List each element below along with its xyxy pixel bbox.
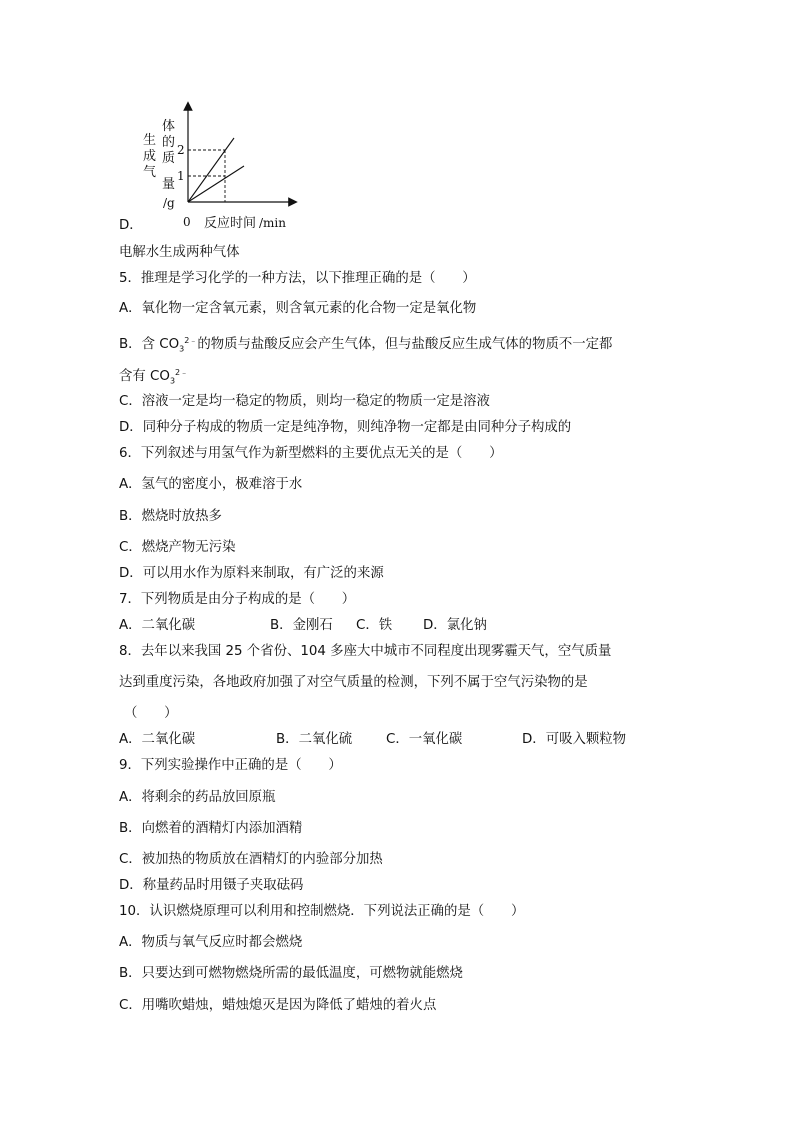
y-char-3: 质 bbox=[162, 151, 176, 166]
y-left-char-3: 气 bbox=[143, 165, 157, 180]
q7-option-a: A．二氧化碳 bbox=[119, 618, 196, 633]
y-left-char-2: 成 bbox=[143, 149, 157, 164]
q10-option-c: C．用嘴吹蜡烛，蜡烛熄灭是因为降低了蜡烛的着火点 bbox=[119, 998, 437, 1013]
y-unit: /g bbox=[163, 196, 175, 210]
q9-stem: 9．下列实验操作中正确的是（ ） bbox=[119, 758, 342, 773]
line-gas-1 bbox=[188, 166, 244, 202]
q6-stem: 6．下列叙述与用氢气作为新型燃料的主要优点无关的是（ ） bbox=[119, 446, 503, 461]
q6-option-c: C．燃烧产物无污染 bbox=[119, 540, 236, 555]
graph-caption: 电解水生成两种气体 bbox=[119, 245, 240, 260]
gas-mass-graph bbox=[138, 100, 318, 235]
q5-option-b-cont: 含有 $CO_3^{2﹣}$ bbox=[119, 368, 189, 386]
x-unit: /min bbox=[259, 216, 286, 230]
x-label: 反应时间 bbox=[204, 216, 257, 231]
q8-stem-line-2: 达到重度污染，各地政府加强了对空气质量的检测，下列不属于空气污染物的是 bbox=[119, 675, 588, 690]
y-char-4: 量 bbox=[162, 177, 176, 192]
q9-option-c: C．被加热的物质放在酒精灯的内验部分加热 bbox=[119, 852, 383, 867]
q10-option-a: A．物质与氧气反应时都会燃烧 bbox=[119, 935, 303, 950]
q5-option-d: D．同种分子构成的物质一定是纯净物，则纯净物一定都是由同种分子构成的 bbox=[119, 420, 572, 435]
q8-option-d: D．可吸入颗粒物 bbox=[522, 732, 627, 747]
y-char-2: 的 bbox=[162, 135, 176, 150]
q7-option-b: B．金刚石 bbox=[270, 618, 333, 633]
q9-option-a: A．将剩余的药品放回原瓶 bbox=[119, 790, 276, 805]
q6-option-b: B．燃烧时放热多 bbox=[119, 509, 222, 524]
q9-option-d: D．称量药品时用镊子夹取砝码 bbox=[119, 878, 304, 893]
q8-option-b: B．二氧化硫 bbox=[276, 732, 353, 747]
q5-option-a: A．氧化物一定含氧元素，则含氧元素的化合物一定是氧化物 bbox=[119, 301, 477, 316]
q5-stem: 5．推理是学习化学的一种方法，以下推理正确的是（ ） bbox=[119, 271, 476, 286]
origin-label: 0 bbox=[183, 215, 191, 229]
q8-option-c: C．一氧化碳 bbox=[386, 732, 463, 747]
q6-option-a: A．氢气的密度小，极难溶于水 bbox=[119, 477, 303, 492]
q10-stem: 10．认识燃烧原理可以利用和控制燃烧．下列说法正确的是（ ） bbox=[119, 904, 525, 919]
q8-stem-line-3: （ ） bbox=[124, 706, 178, 721]
tick-1: 1 bbox=[177, 169, 185, 183]
q6-option-d: D．可以用水作为原料来制取，有广泛的来源 bbox=[119, 566, 384, 581]
line-gas-2 bbox=[188, 138, 234, 202]
q7-stem: 7．下列物质是由分子构成的是（ ） bbox=[119, 592, 356, 607]
tick-2: 2 bbox=[177, 143, 185, 157]
y-left-char-1: 生 bbox=[143, 133, 157, 148]
q5-option-b: B．含 $CO_3^{2﹣}$的物质与盐酸反应会产生气体，但与盐酸反应生成气体的物质不一定都 bbox=[119, 336, 613, 354]
q9-option-b: B．向燃着的酒精灯内添加酒精 bbox=[119, 821, 303, 836]
q8-stem-line-1: 8．去年以来我国 25 个省份、104 多座大中城市不同程度出现雾霾天气，空气质量 bbox=[119, 644, 612, 659]
q5-option-c: C．溶液一定是均一稳定的物质，则均一稳定的物质一定是溶液 bbox=[119, 394, 490, 409]
q7-option-d: D．氯化钠 bbox=[423, 618, 487, 633]
y-char-1: 体 bbox=[162, 119, 176, 134]
option-d-label: D． bbox=[119, 218, 143, 233]
q8-option-a: A．二氧化碳 bbox=[119, 732, 196, 747]
q7-option-c: C．铁 bbox=[356, 618, 393, 633]
q10-option-b: B．只要达到可燃物燃烧所需的最低温度，可燃物就能燃烧 bbox=[119, 966, 463, 981]
